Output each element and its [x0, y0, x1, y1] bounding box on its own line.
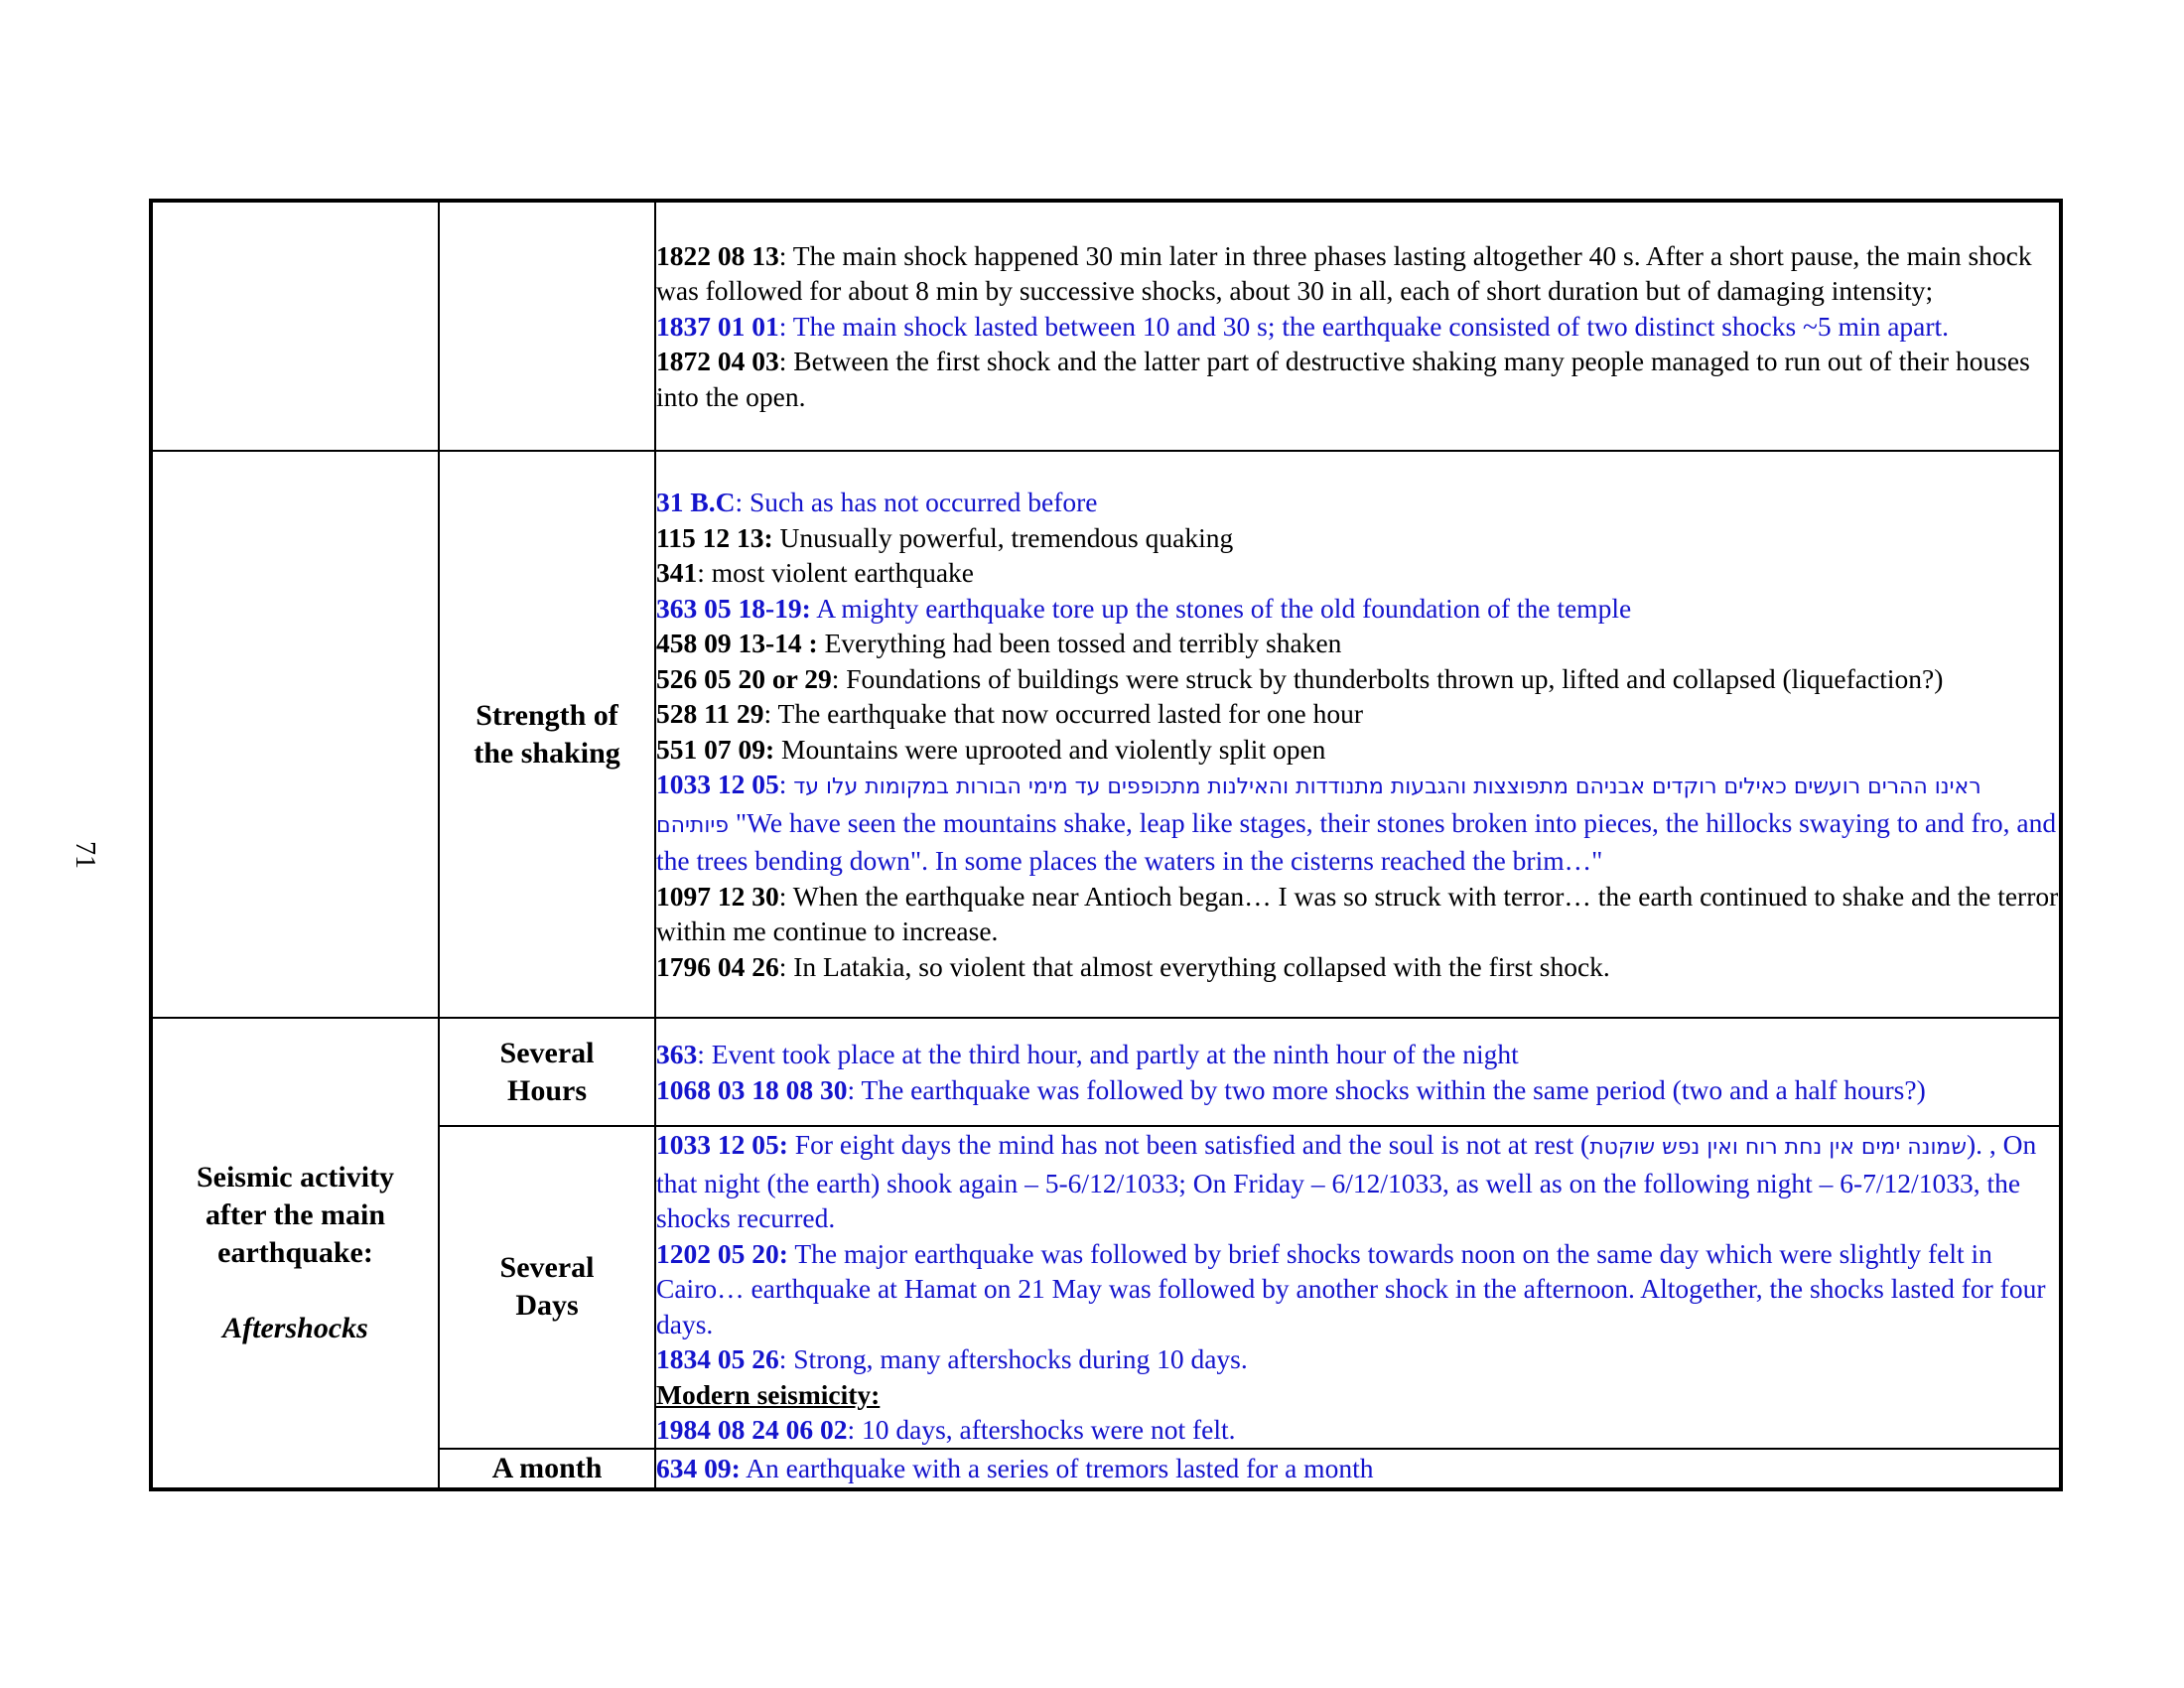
list-item: 551 07 09: Mountains were uprooted and violently split open	[656, 733, 1326, 765]
table-row	[151, 451, 2061, 1018]
list-item: 1033 12 05: For eight days the mind has not been satisfied and the soul is not at rest (שמונה ימים אין נחת רוח ואין נפש שוקטת). , On that night (the earth) shook again – 5-6/12/1033; On Friday – 6/12/1033, as well as on the following night – 6-7/12/1033, the shocks recurred.	[656, 1129, 2037, 1233]
list-item: 634 09: An earthquake with a series of tremors lasted for a month	[656, 1452, 1374, 1483]
content-cell	[655, 1018, 2061, 1126]
list-item: 1984 08 24 06 02: 10 days, aftershocks were not felt.	[656, 1414, 1236, 1445]
table-row	[151, 201, 2061, 451]
aftershocks-category: Seismic activity after the main earthquake: Aftershocks	[151, 1018, 439, 1489]
modern-seismicity-heading: Modern seismicity:	[656, 1378, 881, 1410]
list-item: 1796 04 26: In Latakia, so violent that almost everything collapsed with the first shock.	[656, 950, 1610, 982]
list-item: 1872 04 03: Between the first shock and the latter part of destructive shaking many people managed to run out of their houses into the open.	[656, 346, 2030, 412]
list-item: 1033 12 05: ראינו ההרים רועשים כאילים רוקדים אבניהם מתפוצצות והגבעות מתנודדות והאילנות מתכופפים עד מימי הבורות במקומות עלו עד פיותיהם "We have seen the mountains shake, leap like stages, their stones broken into pieces, the hillocks swaying to and fro, and the trees bending down". In some places the waters in the cisterns reached the brim…"	[656, 769, 2057, 876]
hebrew-quote: שמונה ימים אין נחת רוח ואין נפש שוקטת	[1589, 1135, 1967, 1160]
list-item: 1837 01 01: The main shock lasted between 10 and 30 s; the earthquake consisted of two distinct shocks ~5 min apart.	[656, 310, 1950, 342]
list-item: 31 B.C: Such as has not occurred before	[656, 487, 1098, 517]
list-item: 1822 08 13: The main shock happened 30 min later in three phases lasting altogether 40 s. After a short pause, the main shock was followed for about 8 min by successive shocks, about 30 in all, each of short duration but of damaging intensity;	[656, 239, 2032, 307]
strength-of-shaking-label: Strength of the shaking	[439, 451, 655, 1018]
page-number: 71	[69, 841, 100, 869]
list-item: 1068 03 18 08 30: The earthquake was followed by two more shocks within the same period (two and a half hours?)	[656, 1073, 1926, 1105]
content-cell	[655, 451, 2061, 1018]
a-month-label: A month	[439, 1449, 655, 1489]
list-item: 363: Event took place at the third hour, and partly at the ninth hour of the night	[656, 1039, 1519, 1069]
earthquake-table	[149, 199, 2063, 1491]
hebrew-quote: ראינו ההרים רועשים כאילים רוקדים אבניהם מתפוצצות והגבעות מתנודדות והאילנות מתכופפים עד מימי הבורות במקומות עלו עד פיותיהם	[656, 774, 1981, 838]
category-cell-empty	[151, 201, 439, 451]
content-cell	[655, 1449, 2061, 1489]
several-hours-label: Several Hours	[439, 1018, 655, 1126]
subcategory-cell-empty	[439, 201, 655, 451]
list-item: 115 12 13: Unusually powerful, tremendous quaking	[656, 521, 1234, 553]
list-item: 341: most violent earthquake	[656, 557, 974, 588]
list-item: 526 05 20 or 29: Foundations of buildings were struck by thunderbolts thrown up, lifted and collapsed (liquefaction?)	[656, 662, 1944, 694]
list-item: 458 09 13-14 : Everything had been tossed and terribly shaken	[656, 628, 1342, 658]
category-cell-empty	[151, 451, 439, 1018]
several-days-label: Several Days	[439, 1126, 655, 1449]
content-cell	[655, 201, 2061, 451]
list-item: 1834 05 26: Strong, many aftershocks during 10 days.	[656, 1343, 1248, 1374]
list-item: 528 11 29: The earthquake that now occurred lasted for one hour	[656, 698, 1363, 729]
table-row	[151, 1018, 2061, 1126]
list-item: 363 05 18-19: A mighty earthquake tore up the stones of the old foundation of the temple	[656, 592, 1632, 624]
content-cell	[655, 1126, 2061, 1449]
list-item: 1202 05 20: The major earthquake was followed by brief shocks towards noon on the same day which were slightly felt in Cairo… earthquake at Hamat on 21 May was followed by another shock in the afternoon. Altogether, the shocks lasted for four days.	[656, 1237, 2046, 1339]
list-item: 1097 12 30: When the earthquake near Antioch began… I was so struck with terror… the earth continued to shake and the terror within me continue to increase.	[656, 880, 2059, 946]
